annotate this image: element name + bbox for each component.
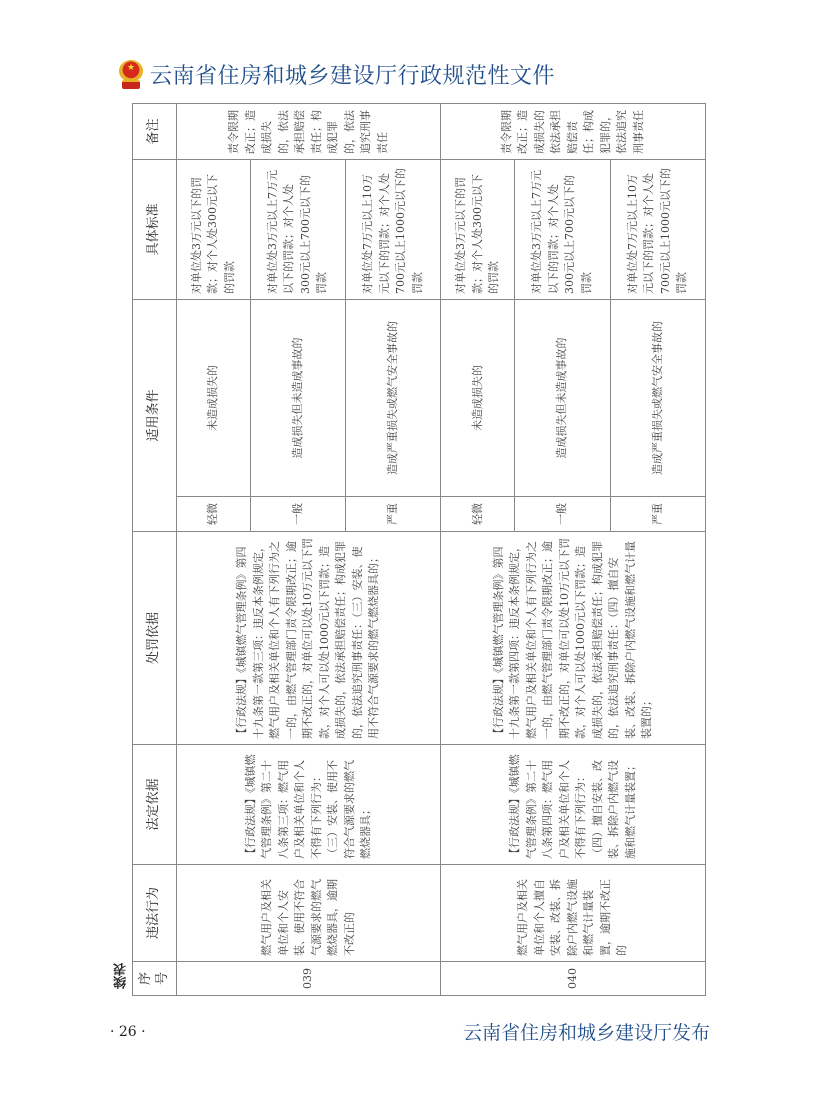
standard-cell: 对单位处7万元以上10万元以下的罚款；对个人处700元以上1000元以下的罚款	[610, 159, 705, 299]
header-violation: 违法行为	[133, 865, 177, 962]
row-number: 040	[441, 962, 706, 996]
document-title: 云南省住房和城乡建设厅行政规范性文件	[150, 63, 556, 89]
penalty-basis-cell: 【行政法规】《城镇燃气管理条例》第四十九条第一款第四项：违反本条例规定，燃气用户及相关单位和个人有下列行为之一的，由燃气管理部门责令限期改正；逾期不改正的，对单位可以处10万元以下罚款，对个人可以处1000元以下罚款；造成损失的，依法承担赔偿责任；构成犯罪的，依法追究刑事责任：（四）擅自安装、改装、拆除户内燃气设施和燃气计量装置的；	[441, 532, 706, 745]
condition-cell: 未造成损失的	[441, 299, 515, 496]
table-header-row	[133, 103, 177, 995]
level-cell: 一般	[250, 497, 345, 532]
standard-cell: 对单位处3万元以下的罚款；对个人处300元以下的罚款	[177, 159, 251, 299]
level-cell: 轻微	[177, 497, 251, 532]
level-cell: 严重	[610, 497, 705, 532]
violation-cell: 燃气用户及相关单位和个人擅自安装、改装、拆除户内燃气设施和燃气计量装置，逾期不改正的	[441, 865, 706, 962]
standard-cell: 对单位处3万元以上7万元以下的罚款；对个人处300元以上700元以下的罚款	[515, 159, 610, 299]
header-legal-basis: 法定依据	[133, 745, 177, 865]
condition-cell: 造成损失但未造成事故的	[250, 299, 345, 496]
continued-table-label: 续表	[114, 963, 129, 989]
document-header	[118, 56, 555, 92]
national-emblem-icon: ★	[118, 60, 144, 88]
header-standard: 具体标准	[133, 159, 177, 299]
penalty-basis-cell: 【行政法规】《城镇燃气管理条例》第四十九条第一款第三项：违反本条例规定，燃气用户及相关单位和个人有下列行为之一的，由燃气管理部门责令限期改正；逾期不改正的，对单位可以处10万元以下罚款，对个人可以处1000元以下罚款；造成损失的，依法承担赔偿责任；构成犯罪的，依法追究刑事责任：（三）安装、使用不符合气源要求的燃气燃烧器具的；	[177, 532, 441, 745]
header-no: 序号	[133, 962, 177, 996]
violation-cell: 燃气用户及相关单位和个人安装、使用不符合气源要求的燃气燃烧器具，逾期不改正的	[177, 865, 441, 962]
condition-cell: 造成损失但未造成事故的	[515, 299, 610, 496]
header-condition: 适用条件	[133, 299, 177, 531]
legal-basis-cell: 【行政法规】《城镇燃气管理条例》第二十八条第三项：燃气用户及相关单位和个人不得有下列行为：（三）安装、使用不符合气源要求的燃气燃烧器具；	[177, 745, 441, 865]
legal-basis-cell: 【行政法规】《城镇燃气管理条例》第二十八条第四项：燃气用户及相关单位和个人不得有下列行为：（四）擅自安装、改装、拆除户内燃气设施和燃气计量装置；	[441, 745, 706, 865]
standard-cell: 对单位处7万元以上10万元以下的罚款；对个人处700元以上1000元以下的罚款	[346, 159, 441, 299]
header-penalty-basis: 处罚依据	[133, 532, 177, 745]
penalty-table	[132, 104, 706, 996]
remark-cell: 责令限期改正；造成损失的，依法承担赔偿责任；构成犯罪的，依法追究刑事责任	[177, 103, 441, 159]
condition-cell: 造成严重损失或燃气安全事故的	[346, 299, 441, 496]
level-cell: 一般	[515, 497, 610, 532]
condition-cell: 造成严重损失或燃气安全事故的	[610, 299, 705, 496]
page-number: · 26 ·	[110, 1024, 146, 1040]
condition-cell: 未造成损失的	[177, 299, 251, 496]
publisher-label: 云南省住房和城乡建设厅发布	[462, 1022, 710, 1044]
header-remark: 备注	[133, 103, 177, 159]
standard-cell: 对单位处3万元以下的罚款；对个人处300元以下的罚款	[441, 159, 515, 299]
level-cell: 严重	[346, 497, 441, 532]
row-number: 039	[177, 962, 441, 996]
remark-cell: 责令限期改正；造成损失的依法承担赔偿责任；构成犯罪的，依法追究刑事责任	[441, 103, 706, 159]
table-row	[177, 103, 251, 995]
table-row	[441, 103, 515, 995]
standard-cell: 对单位处3万元以上7万元以下的罚款；对个人处300元以上700元以下的罚款	[250, 159, 345, 299]
level-cell: 轻微	[441, 497, 515, 532]
